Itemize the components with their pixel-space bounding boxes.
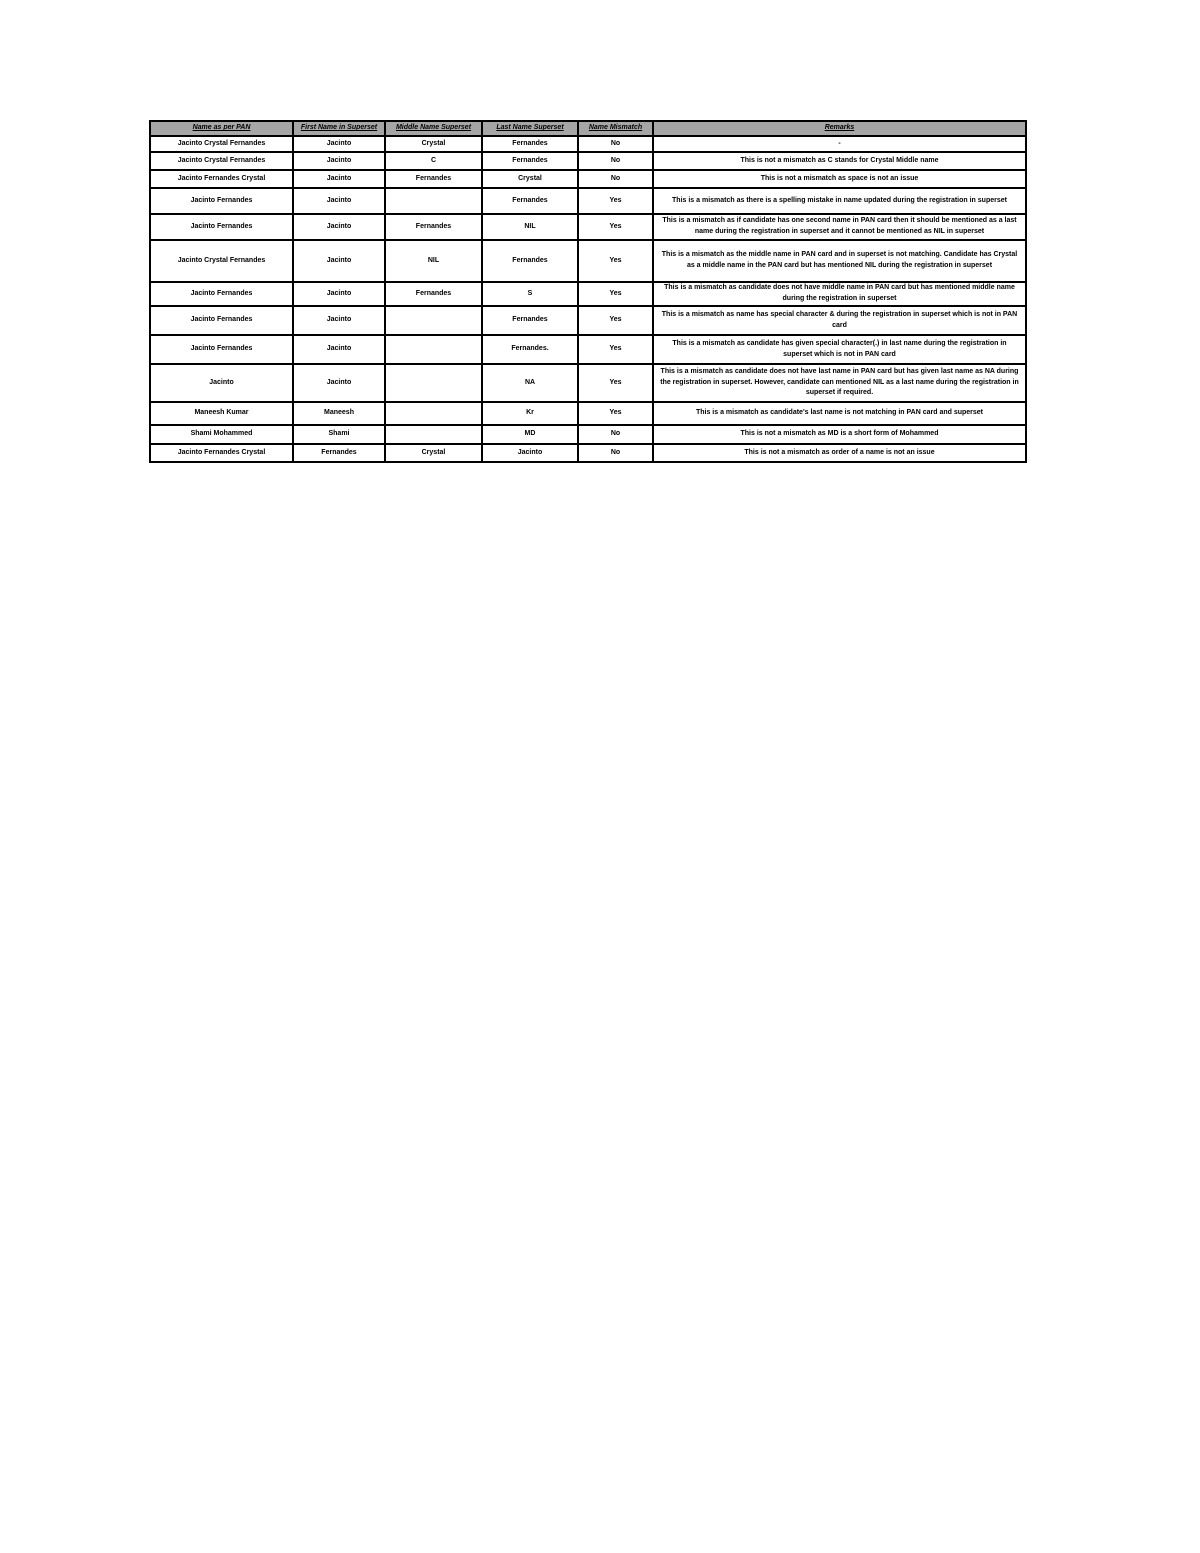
header-first-name: First Name in Superset [293,121,385,136]
cell-mismatch: Yes [578,214,653,240]
cell-mismatch: No [578,444,653,462]
cell-pan-name: Jacinto Crystal Fernandes [150,136,293,152]
table-row [150,425,1026,444]
cell-last-name: Fernandes [482,136,578,152]
cell-remarks: This is not a mismatch as space is not an issue [653,170,1026,188]
cell-first-name: Jacinto [293,306,385,335]
header-name-mismatch: Name Mismatch [578,121,653,136]
table-row [150,364,1026,402]
table-row [150,402,1026,425]
cell-middle-name [385,402,482,425]
cell-last-name: Fernandes. [482,335,578,364]
cell-mismatch: Yes [578,364,653,402]
name-mismatch-table [149,120,1027,463]
cell-pan-name: Jacinto Fernandes [150,188,293,214]
cell-last-name: S [482,282,578,306]
cell-remarks: This is not a mismatch as MD is a short form of Mohammed [653,425,1026,444]
cell-middle-name: C [385,152,482,170]
cell-pan-name: Jacinto Fernandes Crystal [150,444,293,462]
cell-remarks: This is not a mismatch as C stands for Crystal Middle name [653,152,1026,170]
header-row [150,121,1026,136]
header-last-name: Last Name Superset [482,121,578,136]
cell-mismatch: Yes [578,402,653,425]
cell-first-name: Jacinto [293,282,385,306]
cell-middle-name: Crystal [385,136,482,152]
cell-pan-name: Jacinto Fernandes [150,335,293,364]
cell-last-name: Crystal [482,170,578,188]
cell-middle-name [385,188,482,214]
cell-mismatch: Yes [578,188,653,214]
cell-middle-name: Crystal [385,444,482,462]
table-row [150,188,1026,214]
cell-first-name: Jacinto [293,152,385,170]
cell-middle-name: Fernandes [385,282,482,306]
cell-middle-name [385,335,482,364]
cell-remarks: This is a mismatch as candidate has given special character(.) in last name during the registration in superset which is not in PAN card [653,335,1026,364]
cell-last-name: MD [482,425,578,444]
cell-mismatch: No [578,170,653,188]
table-row [150,282,1026,306]
cell-last-name: NIL [482,214,578,240]
cell-last-name: Kr [482,402,578,425]
table-row [150,170,1026,188]
cell-pan-name: Jacinto Fernandes [150,282,293,306]
table-row [150,240,1026,282]
cell-first-name: Jacinto [293,188,385,214]
cell-middle-name [385,306,482,335]
cell-remarks: This is a mismatch as there is a spelling mistake in name updated during the registration in superset [653,188,1026,214]
cell-pan-name: Jacinto Fernandes [150,214,293,240]
cell-last-name: NA [482,364,578,402]
cell-mismatch: Yes [578,282,653,306]
cell-pan-name: Jacinto Crystal Fernandes [150,240,293,282]
cell-first-name: Jacinto [293,364,385,402]
cell-mismatch: No [578,152,653,170]
cell-mismatch: No [578,136,653,152]
cell-pan-name: Jacinto Fernandes [150,306,293,335]
cell-remarks: This is a mismatch as candidate does not have middle name in PAN card but has mentioned middle name during the registration in superset [653,282,1026,306]
cell-middle-name [385,425,482,444]
cell-first-name: Maneesh [293,402,385,425]
cell-middle-name: NIL [385,240,482,282]
table-row [150,152,1026,170]
cell-middle-name [385,364,482,402]
cell-middle-name: Fernandes [385,214,482,240]
cell-remarks: This is not a mismatch as order of a name is not an issue [653,444,1026,462]
cell-pan-name: Maneesh Kumar [150,402,293,425]
cell-pan-name: Shami Mohammed [150,425,293,444]
cell-remarks: This is a mismatch as candidate's last name is not matching in PAN card and superset [653,402,1026,425]
cell-first-name: Jacinto [293,136,385,152]
cell-remarks: This is a mismatch as candidate does not have last name in PAN card but has given last name as NA during the registration in superset. However, candidate can mentioned NIL as a last name during the registration in superset if required. [653,364,1026,402]
cell-last-name: Fernandes [482,152,578,170]
cell-last-name: Jacinto [482,444,578,462]
table-row [150,306,1026,335]
cell-mismatch: Yes [578,335,653,364]
cell-mismatch: No [578,425,653,444]
header-middle-name: Middle Name Superset [385,121,482,136]
cell-mismatch: Yes [578,240,653,282]
table-row [150,214,1026,240]
table-row [150,136,1026,152]
table-row [150,335,1026,364]
cell-first-name: Fernandes [293,444,385,462]
cell-first-name: Jacinto [293,170,385,188]
header-name-as-per-pan: Name as per PAN [150,121,293,136]
cell-middle-name: Fernandes [385,170,482,188]
cell-last-name: Fernandes [482,188,578,214]
cell-pan-name: Jacinto Crystal Fernandes [150,152,293,170]
header-remarks: Remarks [653,121,1026,136]
cell-pan-name: Jacinto [150,364,293,402]
cell-mismatch: Yes [578,306,653,335]
cell-pan-name: Jacinto Fernandes Crystal [150,170,293,188]
cell-last-name: Fernandes [482,240,578,282]
cell-first-name: Jacinto [293,335,385,364]
cell-remarks: - [653,136,1026,152]
cell-first-name: Jacinto [293,214,385,240]
table-row [150,444,1026,462]
spreadsheet [149,120,1025,463]
cell-first-name: Jacinto [293,240,385,282]
cell-last-name: Fernandes [482,306,578,335]
cell-remarks: This is a mismatch as the middle name in PAN card and in superset is not matching. Candidate has Crystal as a middle name in the PAN card but has mentioned NIL during the registration in superset [653,240,1026,282]
cell-remarks: This is a mismatch as name has special character & during the registration in superset which is not in PAN card [653,306,1026,335]
cell-remarks: This is a mismatch as if candidate has one second name in PAN card then it should be mentioned as a last name during the registration in superset and it cannot be mentioned as NIL in superset [653,214,1026,240]
cell-first-name: Shami [293,425,385,444]
